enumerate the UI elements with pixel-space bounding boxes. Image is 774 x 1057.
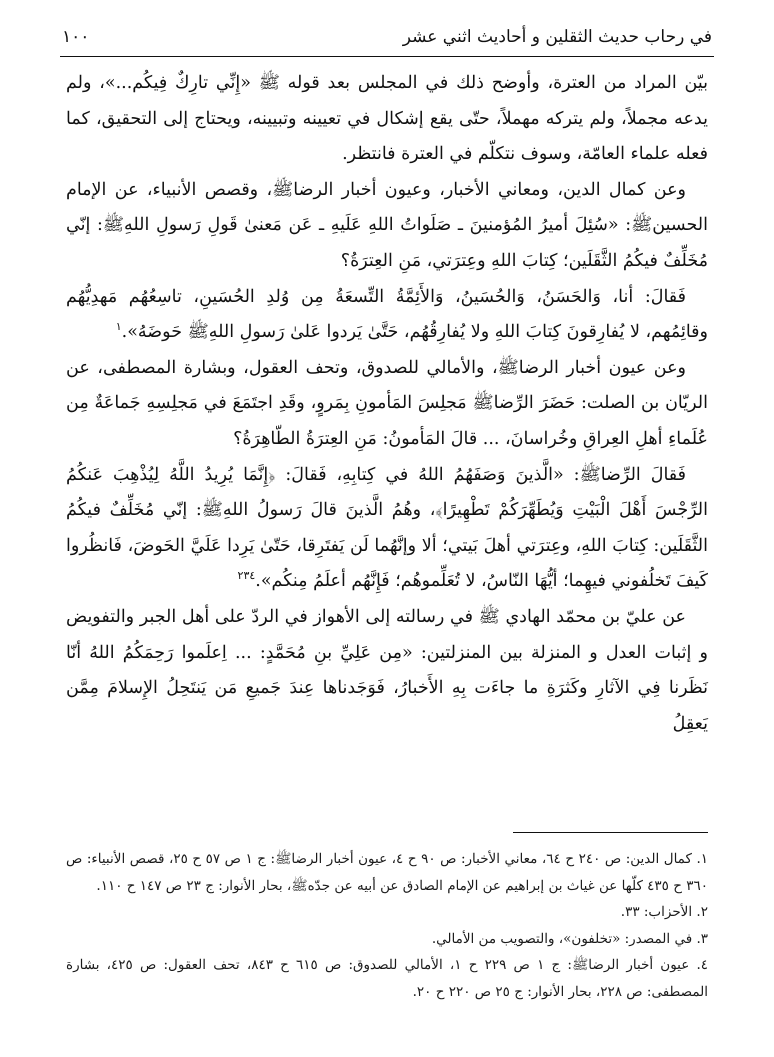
paragraph-2: وعن كمال الدين، ومعاني الأخبار، وعيون أخبار الرضاﷺ، وقصص الأنبياء، عن الإمام الحسينﷺ: «سُئِلَ أميرُ المُؤمنينَ ـ صَلَواتُ اللهِ عَلَيهِ ـ عَن مَعنىٰ قَولِ رَسولِ اللهِﷺ: إنّي مُخَلِّفٌ فيكُمُ الثَّقَلَين؛ كِتابَ اللهِ وعِترَتي، مَنِ العِترَةُ؟ [66, 179, 708, 271]
paragraph-4: وعن عيون أخبار الرضاﷺ، والأمالي للصدوق، وتحف العقول، وبشارة المصطفى، عن الريّان بن الصلت: حَضَرَ الرِّضاﷺ مَجلِسَ المَأمونِ بِمَروٍ، وقَدِ اجتَمَعَ في مَجلِسِهِ جَماعَةٌ مِن عُلَماءِ أهلِ العِراقِ وخُراسانَ، ... قالَ المَأمونُ: مَنِ العِترَةُ الطّاهِرَةُ؟ [66, 357, 708, 449]
main-text [66, 66, 708, 742]
paragraph-1: بيّن المراد من العترة، وأوضح ذلك في المجلس بعد قوله ﷺ «إِنِّي تارِكٌ فِيكُم...»، ولم يدعه مجملاً، ولم يتركه مهملاً، حتّى يقع إشكال في تعيينه وتبيينه، ويحتاج إلى التحقيق، كما فعله علماء العامّة، وسوف نتكلّم في العترة فانتظر. [66, 73, 708, 165]
footnote-marker-2[interactable]: ٢ [237, 569, 244, 583]
footnote-4: ٤. عيون أخبار الرضاﷺ: ج ١ ص ٢٢٩ ح ١، الأمالي للصدوق: ص ٦١٥ ح ٨٤٣، تحف العقول: ص ٤٢٥، بشارة المصطفى: ص ٢٢٨، بحار الأنوار: ج ٢٥ ص ٢٢٠ ح ٢٠. [66, 957, 709, 1000]
header-divider [60, 56, 714, 57]
footnote-marker-4[interactable]: ٤ [249, 569, 256, 583]
paragraph-6: عن عليّ بن محمّد الهادي ﷺ في رسالته إلى الأهواز في الردّ على أهل الجبر والتفويض و إثبات العدل و المنزلة بين المنزلتين: «مِن عَلِيِّ بنِ مُحَمَّدٍ: ... اِعلَموا رَحِمَكُمُ اللهُ أنّا نَظَرنا فِي الآثارِ وكَثرَةِ ما جاءَت بِهِ الأَخبارُ، فَوَجَدناها عِندَ جَميعِ مَن يَنتَحِلُ الإِسلامَ مِمَّن يَعقِلُ [66, 606, 708, 734]
paragraph-5: فَقالَ الرِّضاﷺ: «الَّذينَ وَصَفَهُمُ اللهُ في كِتابِهِ، فَقالَ: ﴿إِنَّمَا يُرِيدُ اللَّهُ لِيُذْهِبَ عَنكُمُ الرِّجْسَ أَهْلَ الْبَيْتِ وَيُطَهِّرَكُمْ تَطْهِيرًا﴾، وهُمُ الَّذينَ قالَ رَسولُ اللهِﷺ: إنّي مُخَلِّفٌ فيكُمُ الثَّقَلَين: كِتابَ اللهِ، وعِترَتي أهلَ بَيتي؛ ألا وإنَّهُما لَن يَفتَرِقا، حَتّىٰ يَرِدا عَلَيَّ الحَوضَ، فَانظُروا كَيفَ تَخلُفوني فيهِما؛ أيُّهَا النّاسُ، لا تُعَلِّموهُم؛ فَإِنَّهُم أعلَمُ مِنكُم».$^{٢٣٤}$ [66, 464, 708, 592]
footnote-marker-1[interactable]: ١ [115, 320, 122, 334]
paragraph-3: فَقالَ: أنا، وَالحَسَنُ، وَالحُسَينُ، وَالأَئِمَّةُ التِّسعَةُ مِن وُلدِ الحُسَينِ، تاسِعُهُم مَهدِيُّهُم وقائِمُهم، لا يُفارِقونَ كِتابَ اللهِ ولا يُفارِقُهُم، حَتَّىٰ يَردوا عَلىٰ رَسولِ اللهِﷺ حَوضَهُ».$^١$ [66, 286, 708, 343]
running-header [62, 22, 712, 52]
footnotes [66, 846, 708, 1005]
footnote-marker-3[interactable]: ٣ [243, 569, 250, 583]
footnote-3: ٣. في المصدر: «تخلفون»، والتصويب من الأمالي. [431, 930, 708, 947]
footnote-2: ٢. الأحزاب: ٣٣. [620, 904, 708, 920]
header-title: في رحاب حديث الثقلين و أحاديث اثني عشر [402, 27, 712, 47]
page-number: ١٠٠ [62, 27, 90, 47]
footnote-1: ١. كمال الدين: ص ٢٤٠ ح ٦٤، معاني الأخبار: ص ٩٠ ح ٤، عيون أخبار الرضاﷺ: ج ١ ص ٥٧ ح ٢٥، قصص الأنبياء: ص ٣٦٠ ح ٤٣٥ كلّها عن غياث بن إبراهيم عن الإمام الصادق عن أبيه عن جدّهﷺ، بحار الأنوار: ج ٢٣ ص ١٤٧ ح ١١٠. [66, 851, 708, 894]
footnote-divider [513, 832, 708, 833]
